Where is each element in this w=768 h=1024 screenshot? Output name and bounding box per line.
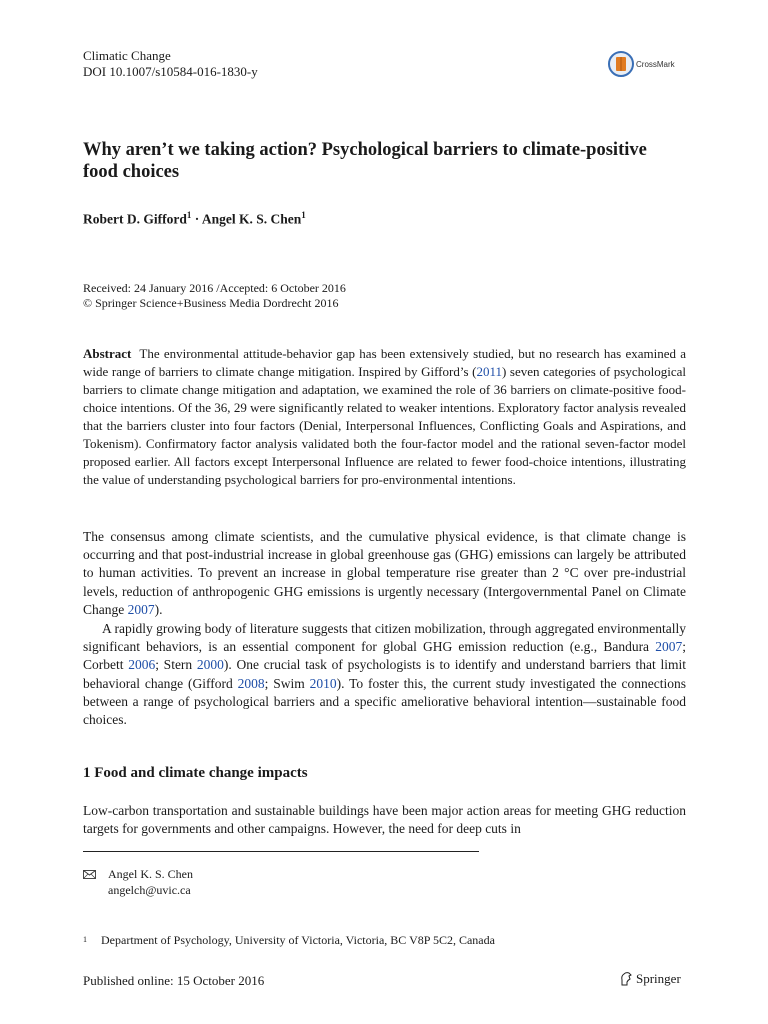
author-affil-marker: 1 bbox=[186, 210, 192, 220]
intro-paragraph-2 bbox=[83, 620, 686, 729]
author-name[interactable]: Robert D. Gifford bbox=[83, 211, 187, 227]
author-email[interactable]: angelch@uvic.ca bbox=[108, 883, 191, 897]
affiliation bbox=[83, 932, 495, 948]
citation-link[interactable]: 2010 bbox=[309, 675, 337, 691]
affiliation-text: Department of Psychology, University of Victoria, Victoria, BC V8P 5C2, Canada bbox=[101, 933, 495, 947]
paragraph-text: ). One crucial task of psychologists is to identify and understand barriers that limit behavioral change (Gifford bbox=[83, 657, 686, 691]
received-accepted: Received: 24 January 2016 /Accepted: 6 October 2016 bbox=[83, 281, 346, 295]
affiliation-number: 1 bbox=[83, 935, 87, 944]
springer-horse-icon bbox=[619, 971, 633, 987]
paragraph-text: ). bbox=[154, 601, 163, 617]
author-separator: · bbox=[191, 211, 202, 227]
abstract-text: ) seven categories of psychological barriers to climate change mitigation and adaptation, we examined the role of 36 barriers on climate-positive food-choice intentions. Of the 36, 29 were significantly related to weaker intentions. Exploratory factor analysis revealed that the barriers cluster into four factors (Denial, Interpersonal Influences, Conflicting Goals and Aspirations, and Tokenism). Confirmatory factor analysis validated both the four-factor model and the rational seven-factor model proposed earlier. All factors except Interpersonal Influence are related to fewer food-choice intentions, illustrating the value of understanding psychological barriers for pro-environmental intentions. bbox=[83, 364, 687, 487]
abstract bbox=[83, 345, 686, 489]
crossmark-icon bbox=[608, 51, 634, 77]
paragraph-text: The consensus among climate scientists, and the cumulative physical evidence, is that climate change is occurring and that post-industrial increase in global greenhouse gas (GHG) emissions can largely be attributed to human activities. To prevent an increase in global temperature rise greater than 2 °C over pre-industrial levels, reduction of anthropogenic GHG emissions is urgently necessary (Intergovernmental Panel on Climate Change bbox=[83, 529, 686, 617]
citation-link[interactable]: 2007 bbox=[655, 639, 683, 655]
copyright: © Springer Science+Business Media Dordrecht 2016 bbox=[83, 296, 339, 310]
paragraph-text: ). To foster this, the current study investigated the connections between a range of psychological barriers and a specific ameliorative behavioral intention—sustainable food choices. bbox=[83, 675, 687, 728]
journal-name: Climatic Change bbox=[83, 48, 171, 63]
doi[interactable]: DOI 10.1007/s10584-016-1830-y bbox=[83, 64, 258, 79]
journal-header bbox=[83, 48, 258, 80]
publisher-logo bbox=[619, 971, 681, 987]
citation-link[interactable]: 2008 bbox=[237, 675, 265, 691]
intro-paragraph-1 bbox=[83, 528, 686, 619]
publisher-name: Springer bbox=[636, 971, 681, 986]
paragraph-text: ; Stern bbox=[155, 657, 197, 673]
citation-link[interactable]: 2007 bbox=[127, 601, 155, 617]
corresponding-author: Angel K. S. Chen bbox=[108, 867, 193, 881]
abstract-text: The environmental attitude-behavior gap has been extensively studied, but no research has examined a wide range of barriers to climate change mitigation. Inspired by Gifford’s ( bbox=[83, 346, 686, 379]
paragraph-text: ; Corbett bbox=[83, 639, 686, 673]
author-affil-marker: 1 bbox=[301, 210, 306, 220]
correspondence bbox=[83, 866, 193, 898]
abstract-label: Abstract bbox=[83, 346, 132, 361]
section-1-paragraph: Low-carbon transportation and sustainable buildings have been major action areas for meeting GHG reduction targets for governments and other campaigns. However, the need for deep cuts in bbox=[83, 803, 686, 837]
article-history bbox=[83, 281, 346, 311]
article-title: Why aren’t we taking action? Psychological barriers to climate-positive food choices bbox=[83, 140, 647, 182]
author-list bbox=[83, 210, 306, 228]
paragraph-text: A rapidly growing body of literature suggests that citizen mobilization, through aggregated environmentally significant behaviors, is an essential component for global GHG emission reduction (e.g., Bandura bbox=[83, 621, 686, 655]
section-heading: 1 Food and climate change impacts bbox=[83, 765, 308, 781]
published-date: Published online: 15 October 2016 bbox=[83, 973, 265, 988]
envelope-icon bbox=[83, 870, 96, 879]
paragraph-text: ; Swim bbox=[264, 675, 310, 691]
footnote-divider bbox=[83, 851, 479, 852]
citation-link[interactable]: 2006 bbox=[128, 657, 156, 673]
crossmark-badge[interactable] bbox=[608, 51, 675, 77]
author-name[interactable]: Angel K. S. Chen bbox=[201, 211, 302, 227]
citation-link[interactable]: 2011 bbox=[476, 364, 502, 379]
citation-link[interactable]: 2000 bbox=[196, 657, 224, 673]
crossmark-label: CrossMark bbox=[636, 59, 675, 69]
